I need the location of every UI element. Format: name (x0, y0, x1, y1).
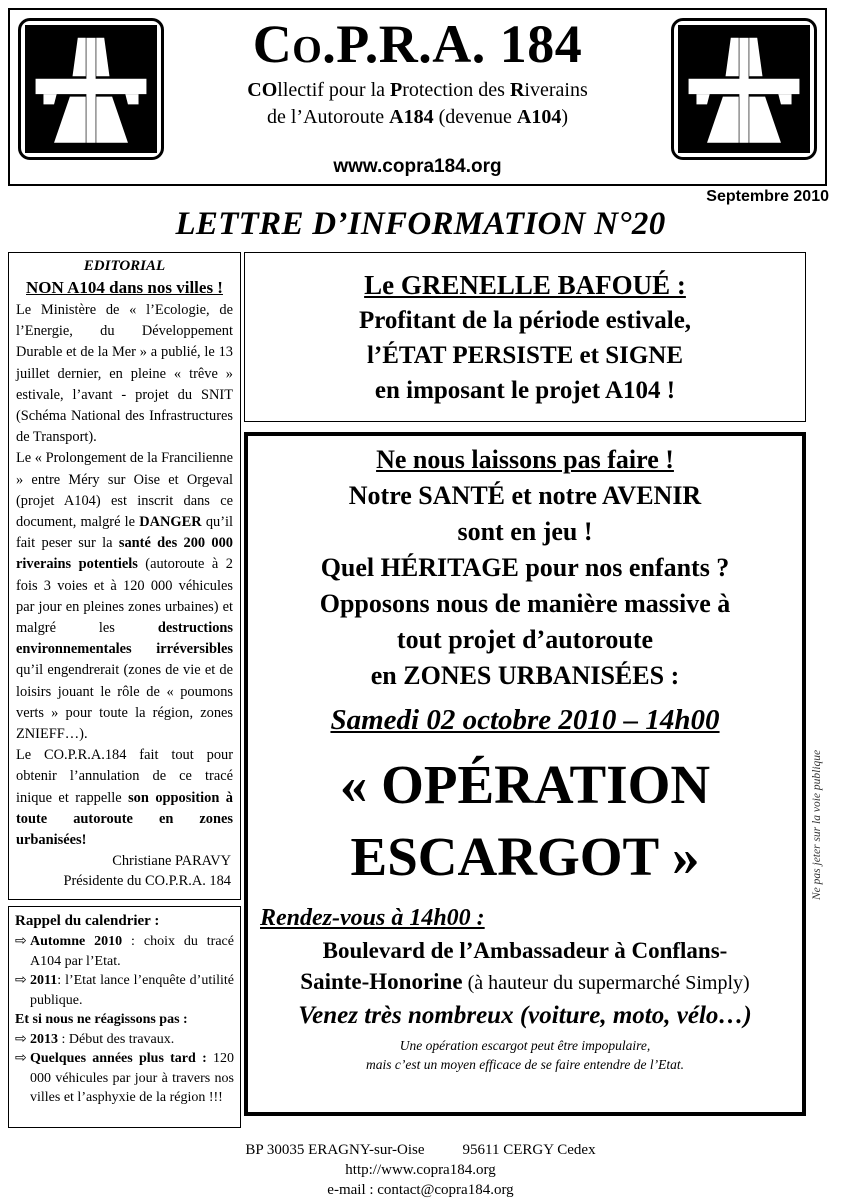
footer-address (0, 1140, 841, 1160)
subtitle-close-paren: ) (561, 106, 569, 128)
meeting-address-detail: (à hauteur du supermarché Simply) (462, 972, 750, 994)
calendar-item-rest: : Début des travaux. (58, 1031, 175, 1047)
editorial-signature-role: Présidente du CO.P.R.A. 184 (63, 873, 231, 890)
footer-address-left: BP 30035 ERAGNY-sur-Oise (245, 1142, 425, 1158)
action-line-1: Notre SANTÉ et notre AVENIR (348, 481, 702, 510)
calendar-panel (8, 906, 241, 1128)
calendar-item-text (30, 932, 234, 971)
action-headline: Ne nous laissons pas faire ! (376, 445, 674, 474)
para2-seg-d: qu’il engendrerait (zones de vie et de loisirs jouant le rôle de « poumons verts » pour toute la région, zones ZNIEFF…). (16, 662, 233, 743)
calendar-item-rest: 120 000 véhicules par jour à travers nos villes et l’asphyxie de la région !!! (30, 1051, 234, 1105)
grenelle-headline: Le GRENELLE BAFOUÉ : (364, 269, 686, 300)
meeting-address-town: Sainte-Honorine (300, 969, 463, 994)
calendar-item-text (30, 971, 234, 1010)
editorial-headline: NON A104 dans nos villes ! (26, 278, 223, 297)
calendar-item-rest: : choix du tracé A104 par l’Etat. (30, 934, 234, 969)
grenelle-line-2: l’ÉTAT PERSISTE et SIGNE (366, 341, 684, 369)
subtitle-autoroute: de l’Autoroute (266, 106, 390, 128)
call-to-come: Venez très nombreux (voiture, moto, vélo…) (298, 1002, 752, 1029)
brand-subtitle-line-2 (180, 104, 655, 131)
motorway-sign-icon-left (18, 18, 164, 160)
footer (0, 1140, 841, 1200)
action-line-5: tout projet d’autoroute (396, 625, 654, 654)
action-call-panel (244, 432, 806, 1116)
subtitle-co: CO (247, 79, 278, 101)
para2-destructions: destructions environnementales irréversibles (16, 620, 233, 658)
subtitle-llectif: llectif pour la (277, 79, 390, 101)
subtitle-iverains: iverains (524, 79, 588, 101)
calendar-item-text (30, 1049, 234, 1108)
para2-seg-b: qu’il fait peser sur la (16, 514, 233, 552)
footnote-line-1: Une opération escargot peut être impopulaire, (399, 1038, 651, 1053)
page-title: Co.P.R.A. 184 (252, 14, 583, 74)
arrow-right-icon: ⇨ (15, 934, 27, 949)
footer-address-right: 95611 CERGY Cedex (462, 1142, 596, 1158)
action-line-4: Opposons nous de manière massive à (319, 589, 731, 618)
editorial-paragraph-3 (16, 745, 233, 851)
list-item (15, 932, 234, 971)
grenelle-panel (244, 252, 806, 422)
para2-seg-a: Le « Prolongement de la Francilienne » entre Méry sur Oise et Orgeval (projet A104) est inscrit dans ce document, malgré le (16, 450, 233, 531)
para2-danger: DANGER (139, 514, 202, 531)
meeting-address-line-2 (256, 966, 794, 999)
grenelle-line-1: Profitant de la période estivale, (358, 306, 692, 334)
side-disposal-note: Ne pas jeter sur la voie publique (811, 749, 823, 900)
footnote-line-2: mais c’est un moyen efficace de se faire entendre de l’Etat. (365, 1057, 684, 1072)
calendar-item-bold: Automne 2010 (30, 934, 123, 949)
action-line-3: Quel HÉRITAGE pour nos enfants ? (320, 553, 730, 582)
calendar-item-rest: : l’Etat lance l’enquête d’utilité publique. (30, 973, 234, 1008)
list-item (15, 971, 234, 1010)
para2-sante: santé des 200 000 riverains potentiels (16, 535, 234, 573)
operation-escargot-line-1: « OPÉRATION (339, 754, 711, 815)
editorial-paragraph-2 (16, 448, 233, 745)
arrow-right-icon: ⇨ (15, 1031, 27, 1047)
editorial-paragraph-1: Le Ministère de « l’Ecologie, de l’Energie, du Développement Durable et de la Mer » a publié, le 13 juillet dernier, en pleine « trêve » estivale, l’avant - projet du SNIT (Schéma National des Infrastructures de Transport). (16, 302, 233, 446)
grenelle-line-3: en imposant le projet A104 ! (374, 376, 676, 404)
calendar-item-bold: 2011 (30, 973, 58, 988)
calendar-item-bold: 2013 (30, 1031, 58, 1047)
list-item (15, 1030, 234, 1050)
subtitle-devenue: (devenue (433, 106, 517, 128)
newsletter-title: LETTRE D’INFORMATION N°20 (175, 206, 666, 242)
operation-escargot-line-2: ESCARGOT » (350, 826, 700, 887)
motorway-sign-icon-right (671, 18, 817, 160)
brand-block (180, 14, 655, 131)
meeting-address-line-1: Boulevard de l’Ambassadeur à Conflans- (322, 938, 728, 963)
calendar-subheading: Et si nous ne réagissons pas : (15, 1012, 188, 1027)
para3-seg-a: Le CO.P.R.A.184 fait tout pour obtenir l’annulation de ce tracé inique et rappelle (16, 747, 233, 806)
subtitle-rotection: rotection des (402, 79, 510, 101)
para2-seg-c: (autoroute à 2 fois 3 voies et à 120 000 véhicules par jour en pleines zones urbaines) et malgré les (16, 556, 233, 637)
action-line-6: en ZONES URBANISÉES : (370, 661, 680, 690)
arrow-right-icon: ⇨ (15, 973, 27, 988)
masthead (8, 8, 827, 186)
action-line-2: sont en jeu ! (457, 517, 593, 546)
editorial-panel (8, 252, 241, 900)
website-link[interactable]: www.copra184.org (333, 156, 502, 177)
arrow-right-icon: ⇨ (15, 1051, 27, 1066)
list-item (15, 1049, 234, 1108)
footer-website[interactable]: http://www.copra184.org (345, 1162, 496, 1178)
editorial-label: EDITORIAL (83, 258, 166, 274)
para3-opposition: son opposition à toute autoroute en zones urbanisées! (16, 789, 233, 849)
issue-date: Septembre 2010 (706, 188, 829, 205)
brand-subtitle-line-1 (180, 77, 655, 104)
calendar-item-bold: Quelques années plus tard : (30, 1051, 207, 1066)
calendar-item-text (30, 1030, 234, 1050)
subtitle-r: R (509, 79, 525, 101)
editorial-signature-name: Christiane PARAVY (112, 853, 231, 870)
calendar-title: Rappel du calendrier : (15, 913, 160, 929)
subtitle-a104: A104 (516, 106, 562, 128)
event-date: Samedi 02 octobre 2010 – 14h00 (330, 704, 720, 736)
meeting-point-heading: Rendez-vous à 14h00 : (260, 905, 485, 931)
subtitle-a184: A184 (389, 106, 434, 128)
subtitle-p: P (390, 79, 403, 101)
footer-email[interactable]: e-mail : contact@copra184.org (327, 1182, 514, 1198)
